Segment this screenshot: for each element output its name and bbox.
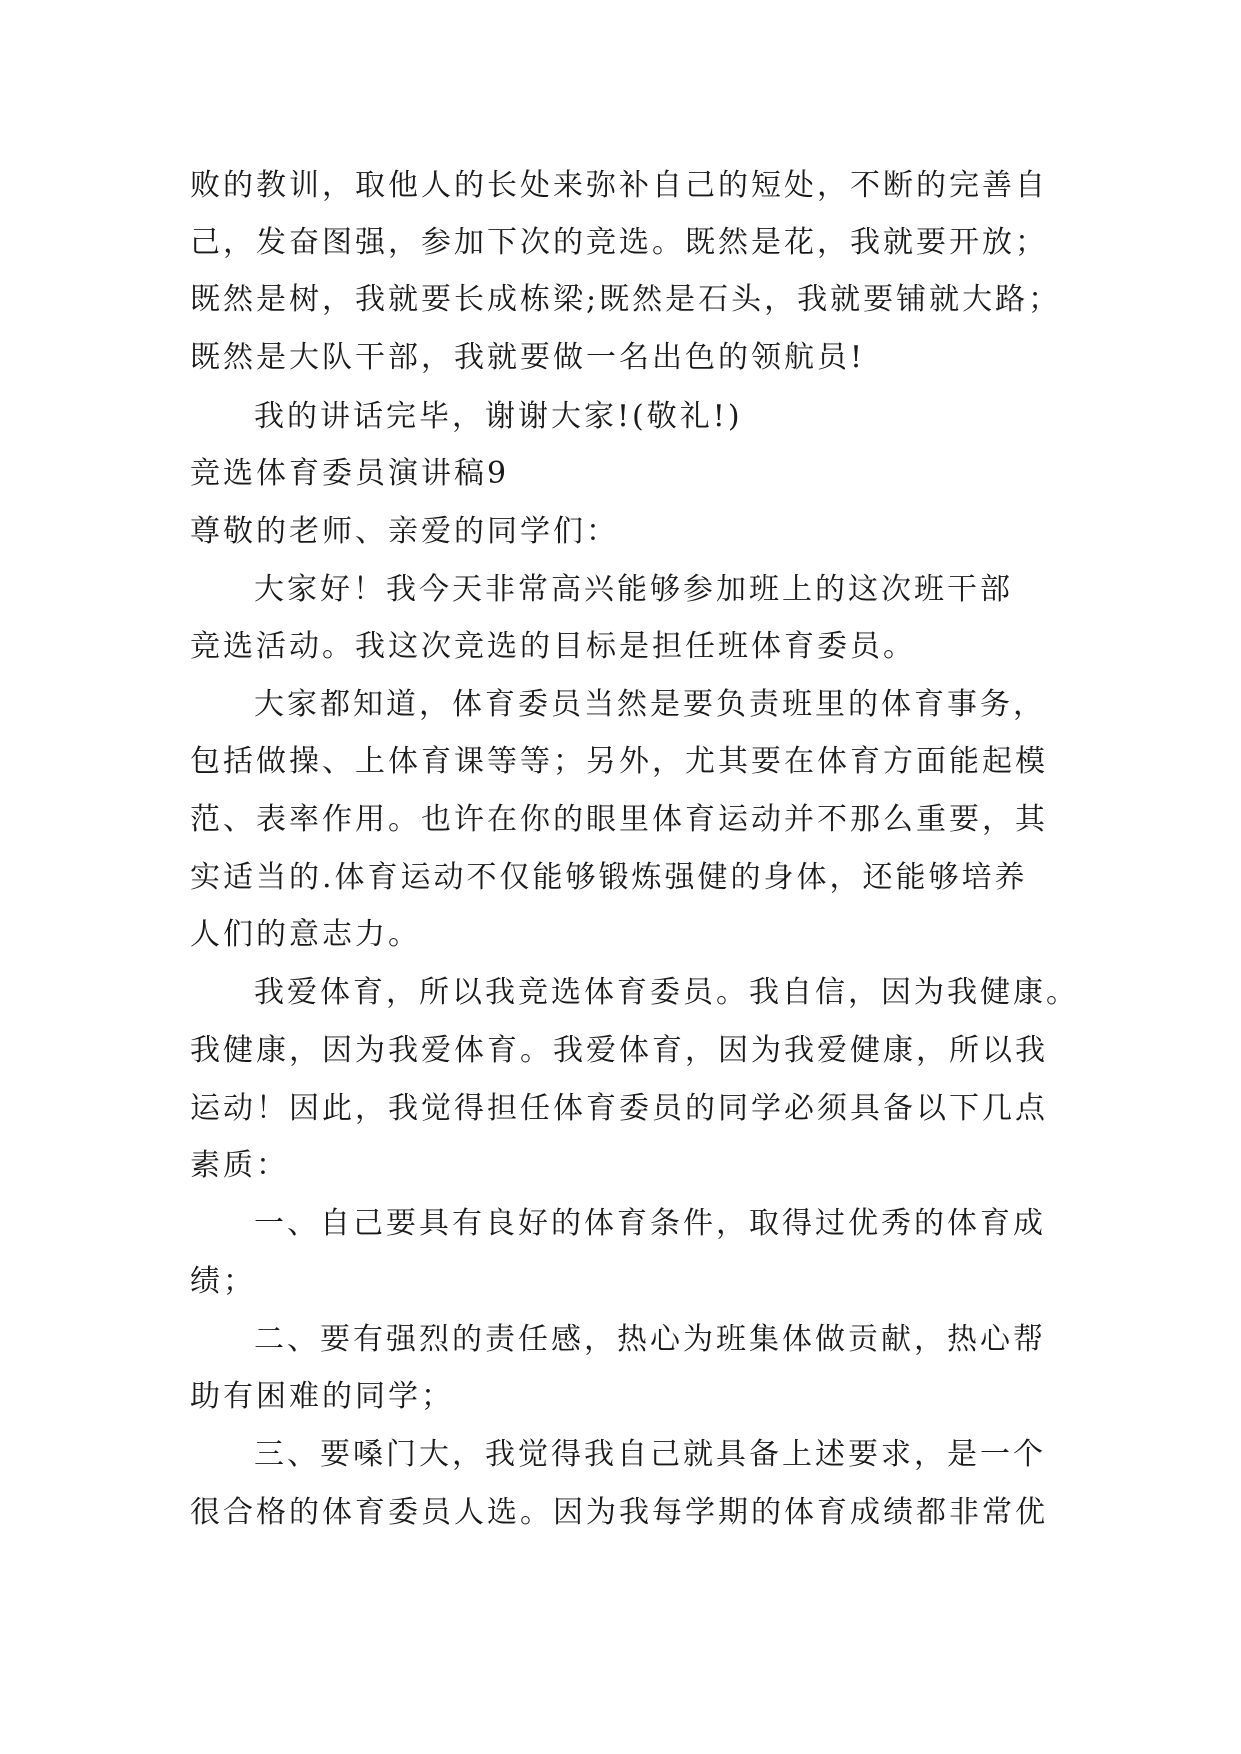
text-line: 二、要有强烈的责任感，热心为班集体做贡献，热心帮: [254, 1322, 1046, 1357]
text-line: 很合格的体育委员人选。因为我每学期的体育成绩都非常优: [190, 1495, 1048, 1530]
text-line: 既然是树，我就要长成栋梁;既然是石头，我就要铺就大路；: [190, 282, 1062, 317]
text-line: 大家都知道，体育委员当然是要负责班里的体育事务，: [254, 687, 1046, 722]
text-line: 竞选活动。我这次竞选的目标是担任班体育委员。: [190, 629, 916, 664]
text-line: 既然是大队干部，我就要做一名出色的领航员!: [190, 340, 866, 375]
text-line: 己，发奋图强，参加下次的竞选。既然是花，我就要开放；: [190, 225, 1048, 260]
text-line: 我健康，因为我爱体育。我爱体育，因为我爱健康，所以我: [190, 1033, 1048, 1068]
text-line: 我的讲话完毕，谢谢大家!(敬礼!): [254, 399, 743, 434]
text-line: 运动！因此，我觉得担任体育委员的同学必须具备以下几点: [190, 1091, 1048, 1126]
text-line: 三、要嗓门大，我觉得我自己就具备上述要求，是一个: [254, 1437, 1046, 1472]
text-line: 大家好！我今天非常高兴能够参加班上的这次班干部: [254, 572, 1013, 607]
text-line: 一、自己要具有良好的体育条件，取得过优秀的体育成: [254, 1206, 1046, 1241]
text-line: 败的教训，取他人的长处来弥补自己的短处，不断的完善自: [190, 168, 1048, 203]
text-line: 我爱体育，所以我竞选体育委员。我自信，因为我健康。: [254, 975, 1079, 1010]
text-line: 助有困难的同学；: [190, 1379, 454, 1414]
text-line: 包括做操、上体育课等等；另外，尤其要在体育方面能起模: [190, 744, 1048, 779]
text-line: 绩；: [190, 1264, 256, 1299]
text-line: 实适当的.体育运动不仅能够锻炼强健的身体，还能够培养: [190, 860, 1028, 895]
text-line: 人们的意志力。: [190, 917, 421, 952]
section-title: 竞选体育委员演讲稿9: [190, 456, 510, 491]
text-line: 范、表率作用。也许在你的眼里体育运动并不那么重要，其: [190, 802, 1048, 837]
text-line: 素质：: [190, 1148, 289, 1183]
salutation: 尊敬的老师、亲爱的同学们：: [190, 514, 619, 549]
